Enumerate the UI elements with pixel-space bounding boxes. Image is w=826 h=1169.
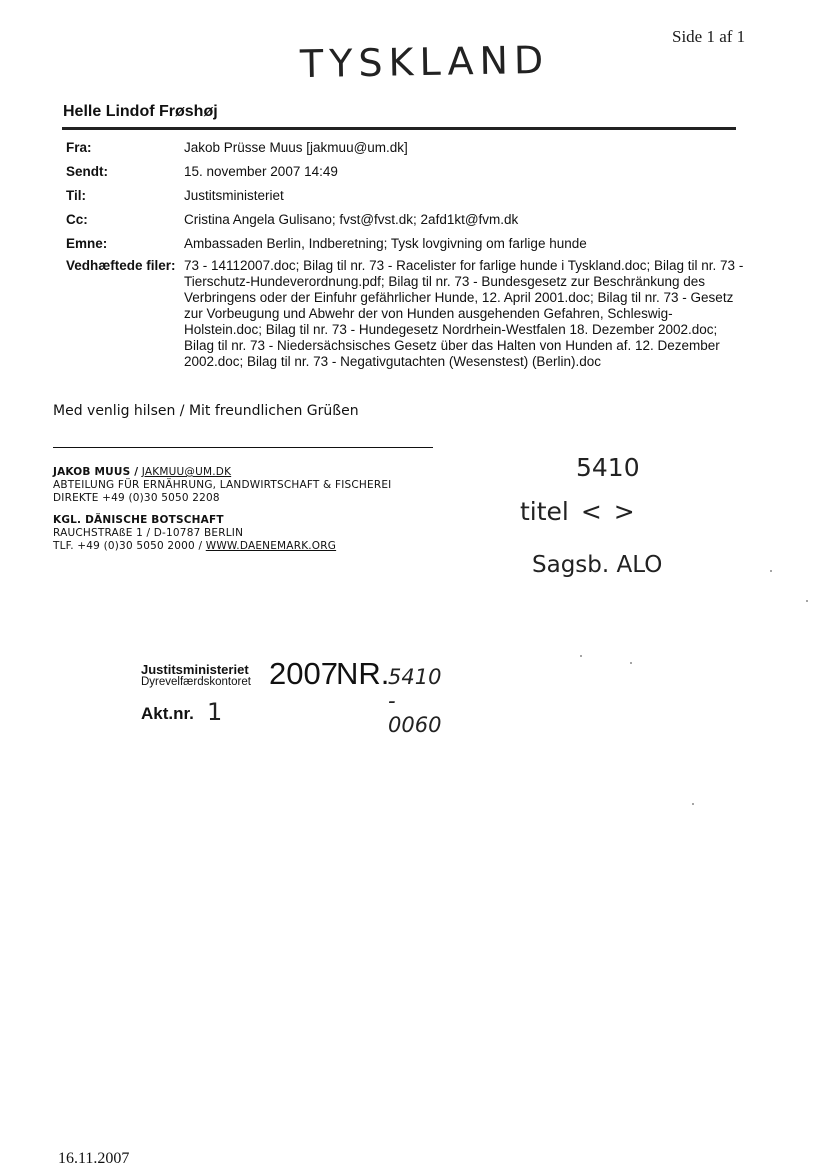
- signature-address: RAUCHSTRAßE 1 / D-10787 BERLIN: [53, 527, 244, 539]
- stamp-akt-label: Akt.nr.: [141, 704, 194, 723]
- stamp-akt-value: 1: [207, 698, 223, 726]
- scan-speck: [630, 662, 632, 664]
- stamp-org-line2: Dyrevelfærdskontoret: [141, 676, 251, 688]
- mailbox-owner: Helle Lindof Frøshøj: [63, 103, 218, 120]
- attachments-value: 73 - 14112007.doc; Bilag til nr. 73 - Racelister for farlige hunde i Tyskland.doc; Bilag til nr. 73 - Tierschutz-Hundeverordnung.pdf; Bilag til nr. 73 - Bundesgesetz zur Beschränkung des Verbringens oder der Einfuhr gefährlicher Hunde, 12. April 2001.doc; Bilag til nr. 73 - Gesetz zur Vorbeugung und Abwehr der von Hunden ausgehenden Gefahren, Schleswig-Holstein.doc; Bilag til nr. 73 - Hundegesetz Nordrhein-Westfalen 18. Dezember 2002.doc; Bilag til nr. 73 - Niedersächsisches Gesetz über das Halten von Hunden af. 12. Dezember 2002.doc; Bilag til nr. 73 - Negativgutachten (Wesenstest) (Berlin).doc: [184, 258, 744, 369]
- scan-speck: [806, 600, 808, 602]
- page-number: Side 1 af 1: [672, 27, 746, 46]
- scan-speck: [770, 570, 772, 572]
- handwritten-sagsb: Sagsb. ALO: [532, 552, 663, 578]
- stamp-organisation: [141, 663, 267, 689]
- handwritten-title: TYSKLAND: [299, 37, 550, 87]
- subject-row: [66, 236, 746, 252]
- signature-phone-line: [53, 540, 391, 553]
- subject-value: Ambassaden Berlin, Indberetning; Tysk lovgivning om farlige hunde: [184, 236, 587, 251]
- subject-label: Emne:: [66, 236, 108, 251]
- signature-name-line: [53, 466, 391, 479]
- from-label: Fra:: [66, 140, 92, 155]
- cc-row: [66, 212, 746, 228]
- signature-email-link[interactable]: JAKMUU@UM.DK: [141, 466, 232, 478]
- footer-date: 16.11.2007: [58, 1150, 130, 1167]
- signature-direct: DIREKTE +49 (0)30 5050 2208: [53, 492, 220, 504]
- stamp-number: 5410 - 0060: [388, 665, 442, 737]
- email-header: [66, 140, 746, 378]
- signature-rule: [53, 447, 433, 448]
- handwritten-titel: titel < >: [520, 497, 635, 526]
- to-row: [66, 188, 746, 204]
- signature-name: JAKOB MUUS /: [53, 466, 139, 478]
- sent-label: Sendt:: [66, 164, 108, 179]
- from-row: [66, 140, 746, 156]
- signature-website-link[interactable]: WWW.DAENEMARK.ORG: [205, 540, 337, 552]
- attachments-row: [66, 258, 746, 370]
- signature-phone: TLF. +49 (0)30 5050 2000 /: [53, 540, 203, 552]
- sent-row: [66, 164, 746, 180]
- handwritten-code: 5410: [576, 453, 640, 482]
- scan-speck: [580, 655, 582, 657]
- greeting: Med venlig hilsen / Mit freundlichen Grüßen: [53, 403, 359, 419]
- cc-label: Cc:: [66, 212, 88, 227]
- attachments-label: Vedhæftede filer:: [66, 258, 176, 273]
- from-value: Jakob Prüsse Muus [jakmuu@um.dk]: [184, 140, 408, 155]
- signature-department: ABTEILUNG FÜR ERNÄHRUNG, LANDWIRTSCHAFT & FISCHEREI: [53, 479, 392, 491]
- scan-speck: [692, 803, 694, 805]
- to-value: Justitsministeriet: [184, 188, 284, 203]
- cc-value: Cristina Angela Gulisano; fvst@fvst.dk; 2afd1kt@fvm.dk: [184, 212, 519, 227]
- to-label: Til:: [66, 188, 86, 203]
- stamp-nr-label: NR.: [336, 656, 390, 691]
- stamp-org-line1: Justitsministeriet: [141, 662, 249, 677]
- signature-block: [53, 466, 391, 553]
- signature-embassy: KGL. DÄNISCHE BOTSCHAFT: [53, 514, 224, 526]
- header-rule: [62, 127, 736, 130]
- sent-value: 15. november 2007 14:49: [184, 164, 338, 179]
- stamp-year: 2007: [269, 656, 338, 691]
